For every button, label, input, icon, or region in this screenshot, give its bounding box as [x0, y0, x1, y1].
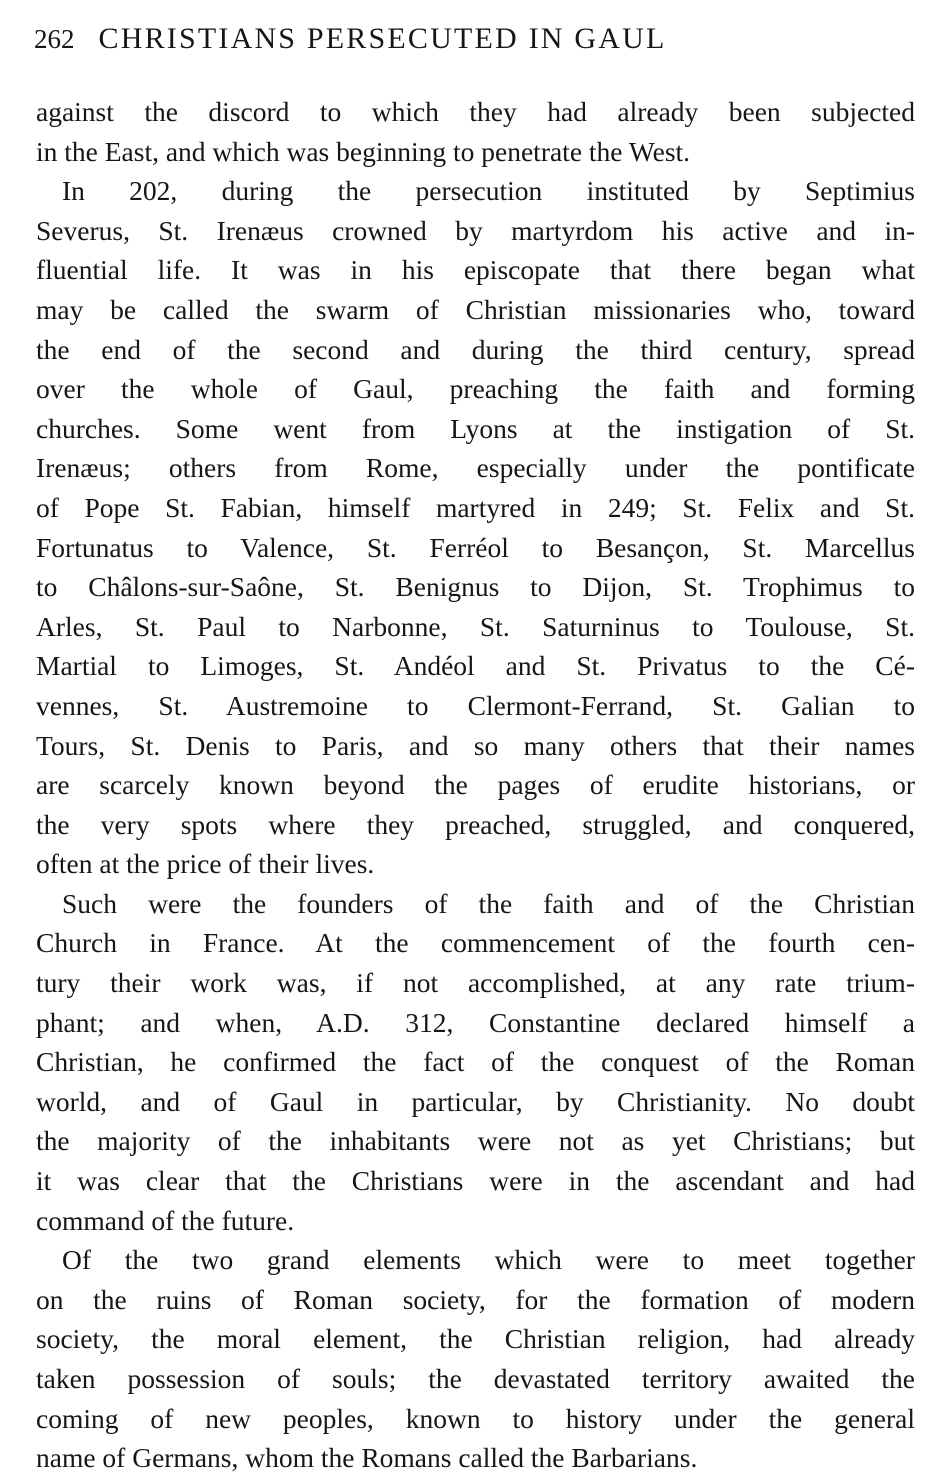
text-line: Severus, St. Irenæus crowned by martyrdom his active and in-	[36, 214, 915, 246]
text-line: Christian, he confirmed the fact of the conquest of the Roman	[36, 1046, 915, 1078]
text-line: Such were the founders of the faith and of the Christian	[62, 887, 915, 919]
paragraph	[36, 92, 915, 171]
text-line: phant; and when, A.D. 312, Constantine declared himself a	[36, 1006, 915, 1038]
text-line: Of the two grand elements which were to meet together	[62, 1244, 915, 1276]
page-header	[34, 22, 914, 70]
text-line: world, and of Gaul in particular, by Christianity. No doubt	[36, 1085, 915, 1117]
text-line: Fortunatus to Valence, St. Ferréol to Besançon, St. Marcellus	[36, 531, 915, 563]
text-line: over the whole of Gaul, preaching the faith and forming	[36, 373, 915, 405]
text-line: against the discord to which they had already been subjected	[36, 96, 915, 127]
text-line: society, the moral element, the Christian religion, had already	[36, 1323, 915, 1355]
text-line: are scarcely known beyond the pages of erudite historians, or	[36, 769, 915, 801]
text-line: often at the price of their lives.	[36, 848, 375, 880]
text-line: In 202, during the persecution instituted by Septimius	[62, 175, 915, 207]
text-line: the very spots where they preached, struggled, and conquered,	[36, 808, 915, 840]
page-number: 262	[34, 24, 75, 54]
text-line: of Pope St. Fabian, himself martyred in 249; St. Felix and St.	[36, 491, 915, 523]
text-line: Arles, St. Paul to Narbonne, St. Saturninus to Toulouse, St.	[36, 610, 915, 642]
text-line: Tours, St. Denis to Paris, and so many others that their names	[36, 729, 915, 761]
text-line: Church in France. At the commencement of the fourth cen-	[36, 927, 915, 959]
text-line: on the ruins of Roman society, for the formation of modern	[36, 1283, 915, 1315]
paragraph	[36, 1240, 915, 1478]
text-line: coming of new peoples, known to history under the general	[36, 1402, 915, 1434]
text-line: vennes, St. Austremoine to Clermont-Ferrand, St. Galian to	[36, 689, 915, 721]
text-line: churches. Some went from Lyons at the instigation of St.	[36, 412, 915, 444]
text-line: taken possession of souls; the devastated territory awaited the	[36, 1363, 915, 1394]
text-line: it was clear that the Christians were in the ascendant and had	[36, 1165, 915, 1197]
paragraph	[36, 171, 915, 884]
text-line: fluential life. It was in his episcopate that there began what	[36, 254, 915, 286]
text-line: to Châlons-sur-Saône, St. Benignus to Dijon, St. Trophimus to	[36, 571, 915, 603]
text-line: the majority of the inhabitants were not as yet Christians; but	[36, 1125, 915, 1157]
text-line: Irenæus; others from Rome, especially under the pontificate	[36, 452, 915, 484]
text-line: may be called the swarm of Christian missionaries who, toward	[36, 293, 915, 325]
text-line: in the East, and which was beginning to penetrate the West.	[36, 135, 691, 167]
text-line: the end of the second and during the third century, spread	[36, 333, 915, 365]
text-line: tury their work was, if not accomplished, at any rate trium-	[36, 967, 915, 999]
text-line: command of the future.	[36, 1204, 295, 1236]
body-text	[36, 92, 915, 1478]
paragraph	[36, 884, 915, 1240]
text-line: Martial to Limoges, St. Andéol and St. Privatus to the Cé-	[36, 650, 915, 682]
running-title: CHRISTIANS PERSECUTED IN GAUL	[98, 22, 667, 55]
text-line: name of Germans, whom the Romans called the Barbarians.	[36, 1442, 698, 1474]
